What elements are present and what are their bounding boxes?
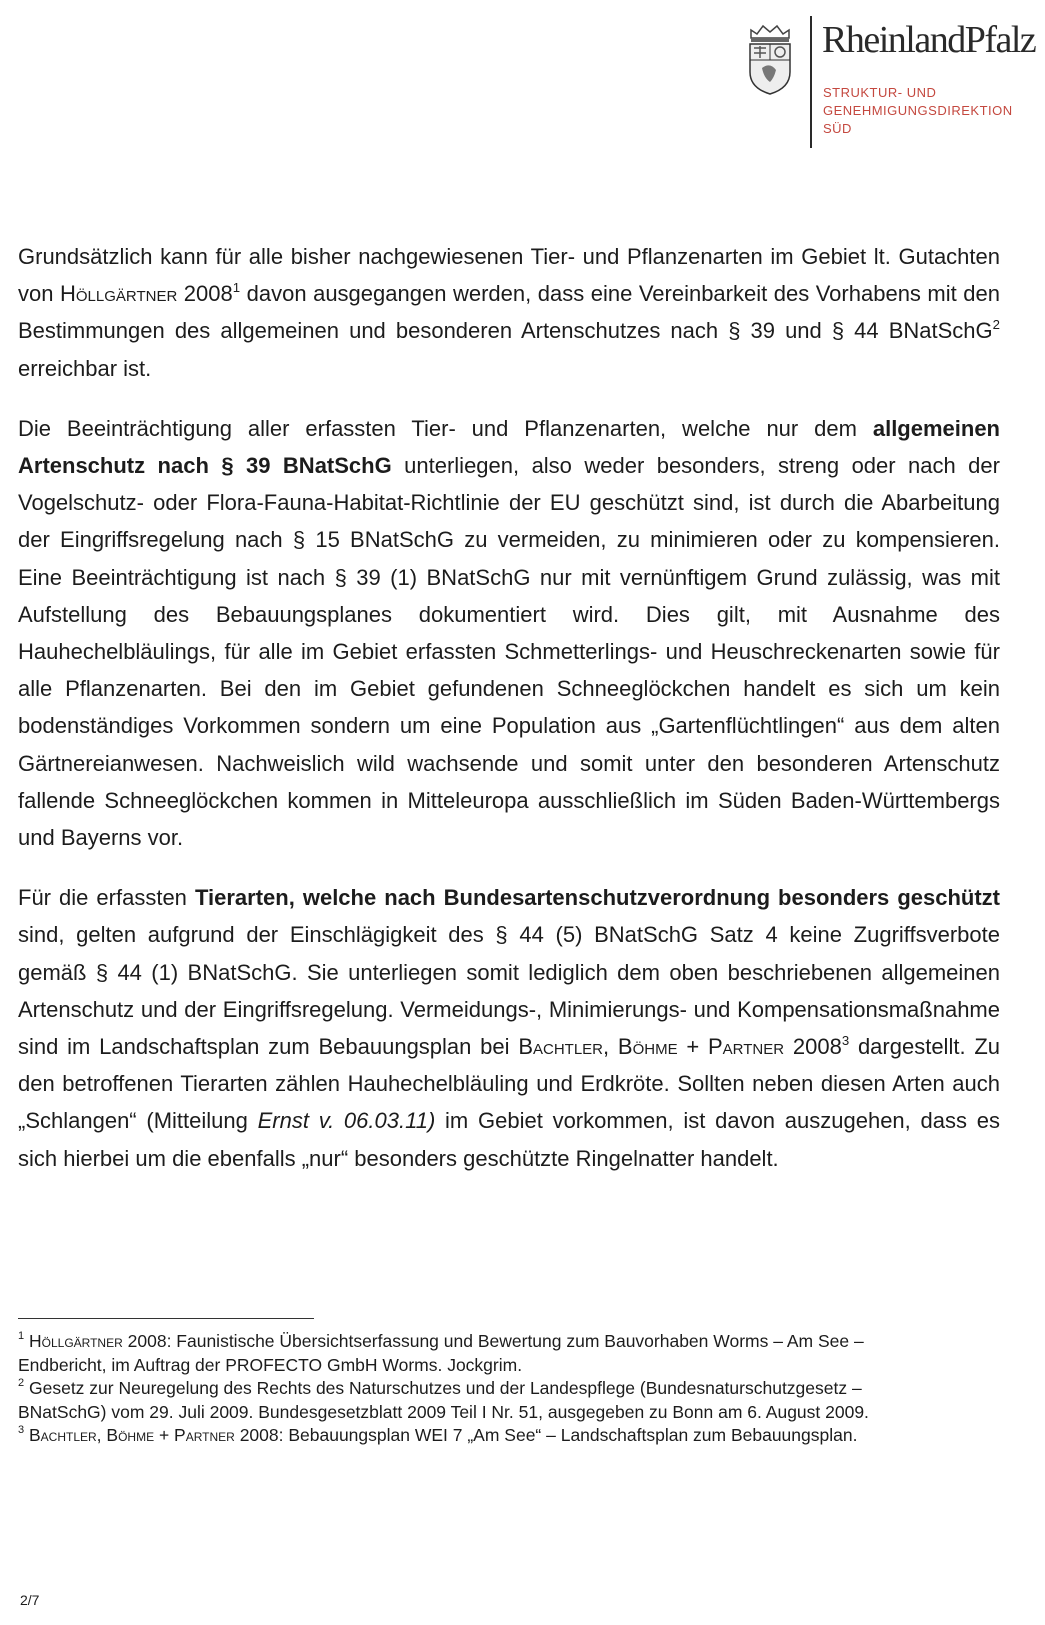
footnote-number: 1 — [18, 1330, 25, 1343]
paragraph-1 — [18, 238, 1000, 387]
author-name: Bachtler, Böhme + Partner — [518, 1034, 785, 1060]
footnote-separator — [18, 1318, 314, 1319]
author-name: Höllgärtner — [29, 1331, 123, 1351]
authority-line: SÜD — [823, 121, 852, 136]
footnote-text: Gesetz zur Neuregelung des Rechts des Naturschutzes und der Landespflege (Bundesnaturschutzgesetz – BNatSchG) vom 29. Juli 2009. Bundesgesetzblatt 2009 Teil I Nr. 51, ausgegeben zu Bonn am 6. August 2009. — [18, 1378, 869, 1422]
text-run: im Gebiet vorkommen, ist davon auszugehen, dass es sich hierbei um die ebenfalls „nur“ besonders geschützte Ringelnatter handelt. — [18, 1108, 1000, 1171]
text-run: Grundsätzlich kann für alle bisher nachgewiesenen Tier- und Pflanzenarten im Gebiet lt. Gutachten von — [18, 244, 1000, 307]
document-body — [18, 238, 1000, 1177]
emphasis-text: Tierarten, welche nach Bundesartenschutzverordnung besonders geschützt — [194, 885, 1000, 911]
paragraph-2 — [18, 410, 1000, 856]
footnote-ref[interactable]: 2 — [992, 317, 1000, 333]
author-name: Höllgärtner — [59, 281, 178, 307]
paragraph-3 — [18, 879, 1000, 1177]
footnote-ref[interactable]: 1 — [232, 279, 241, 295]
letterhead-divider — [810, 16, 812, 148]
footnotes — [18, 1330, 938, 1448]
footnote-text: 2008: Faunistische Übersichtserfassung und Bewertung zum Bauvorhaben Worms – Am See – Endbericht, im Auftrag der PROFECTO GmbH Worms. Jockgrim. — [18, 1331, 864, 1375]
footnote-number: 3 — [18, 1424, 25, 1437]
footnote-number: 2 — [18, 1377, 25, 1390]
authority-name — [823, 84, 1013, 138]
footnote-1 — [18, 1330, 938, 1377]
page-number: 2/7 — [20, 1592, 40, 1608]
text-run: 2008 — [784, 1034, 842, 1060]
text-run: unterliegen, also weder besonders, streng oder nach der Vogelschutz- oder Flora-Fauna-Habitat-Richtlinie der EU geschützt sind, ist durch die Abarbeitung der Eingriffsregelung nach § 15 BNatSchG zu vermeiden, zu minimieren oder zu kompensieren. Eine Beeinträchtigung ist nach § 39 (1) BNatSchG nur mit vernünftigem Grund zulässig, was mit Aufstellung des Bebauungsplanes dokumentiert wird. Dies gilt, mit Ausnahme des Hauhechelbläulings, für alle im Gebiet erfassten Schmetterlings- und Heuschreckenarten sowie für alle Pflanzenarten. Bei den im Gebiet gefundenen Schneeglöckchen handelt es sich um kein bodenständiges Vorkommen sondern um eine Population aus „Gartenflüchtlingen“ aus dem alten Gärtnereianwesen. Nachweislich wild wachsende und somit unter den besonderen Artenschutz fallende Schneeglöckchen kommen in Mitteleuropa ausschließlich im Süden Baden-Württembergs und Bayerns vor. — [18, 453, 1000, 851]
text-run: erreichbar ist. — [18, 355, 152, 381]
authority-line: STRUKTUR- UND — [823, 85, 937, 100]
footnote-3 — [18, 1424, 938, 1448]
citation-text: Ernst v. 06.03.11) — [257, 1108, 436, 1134]
authority-line: GENEHMIGUNGSDIREKTION — [823, 103, 1013, 118]
coat-of-arms-icon — [745, 24, 795, 96]
text-run: dargestellt. Zu den betroffenen Tierarten zählen Hauhechelbläuling und Erdkröte. Sollten neben diesen Arten auch „Schlangen“ (Mitteilung — [18, 1034, 1001, 1134]
author-name: Bachtler, Böhme + Partner — [29, 1425, 235, 1445]
emphasis-text: allgemeinen Artenschutz nach § 39 BNatSchG — [18, 415, 1000, 479]
text-run: davon ausgegangen werden, dass eine Vereinbarkeit des Vorhabens mit den Bestimmungen des allgemeinen und besonderen Artenschutzes nach § 39 und § 44 BNatSchG — [18, 281, 1000, 344]
footnote-text: 2008: Bebauungsplan WEI 7 „Am See“ – Landschaftsplan zum Bebauungsplan. — [234, 1425, 858, 1445]
text-run: Die Beeinträchtigung aller erfassten Tier- und Pflanzenarten, welche nur dem — [18, 415, 873, 441]
brand-name: RheinlandPfalz — [822, 19, 1036, 61]
text-run: 2008 — [177, 281, 233, 307]
footnote-ref[interactable]: 3 — [841, 1032, 850, 1048]
text-run: sind, gelten aufgrund der Einschlägigkeit des § 44 (5) BNatSchG Satz 4 keine Zugriffsverbote gemäß § 44 (1) BNatSchG. Sie unterliegen somit lediglich dem oben beschriebenen allgemeinen Artenschutz und der Eingriffsregelung. Vermeidungs-, Minimierungs- und Kompensationsmaßnahme sind im Landschaftsplan zum Bebauungsplan bei — [18, 922, 1000, 1060]
text-run: Für die erfassten — [18, 885, 195, 911]
letterhead-logo — [735, 8, 1035, 148]
footnote-2 — [18, 1377, 938, 1424]
